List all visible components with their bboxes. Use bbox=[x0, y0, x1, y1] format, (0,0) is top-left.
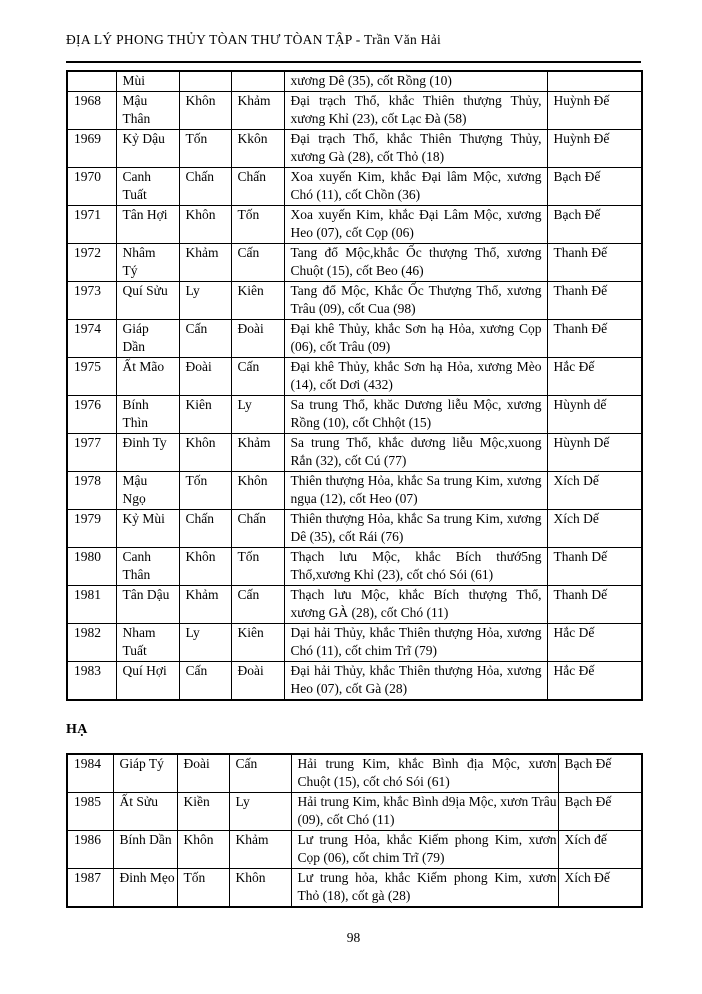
table-row bbox=[67, 830, 642, 868]
cell-trigram-2: Cấn bbox=[231, 585, 284, 623]
cell-canchi: Giáp Dần bbox=[116, 319, 179, 357]
cell-trigram-1: Chấn bbox=[179, 509, 231, 547]
cell-canchi: Mậu Thân bbox=[116, 91, 179, 129]
cell-trigram-1 bbox=[179, 71, 231, 91]
cell-canchi: Kỷ Dậu bbox=[116, 129, 179, 167]
cell-de: Thanh Dế bbox=[547, 547, 642, 585]
cell-year: 1986 bbox=[67, 830, 113, 868]
cell-de: Hắc Đế bbox=[547, 661, 642, 700]
cell-trigram-1: Khôn bbox=[179, 433, 231, 471]
cell-desc: Đại khê Thủy, khắc Sơn hạ Hỏa, xương Cọp (06), cốt Trâu (09) bbox=[284, 319, 547, 357]
cell-trigram-2: Ly bbox=[231, 395, 284, 433]
cell-trigram-1: Khảm bbox=[179, 585, 231, 623]
table-row bbox=[67, 585, 642, 623]
cell-de: Xích đế bbox=[558, 830, 642, 868]
cell-desc: Xoa xuyến Kim, khắc Đại lâm Mộc, xương Chó (11), cốt Chồn (36) bbox=[284, 167, 547, 205]
cell-trigram-1: Khôn bbox=[177, 830, 229, 868]
cell-canchi: Nham Tuất bbox=[116, 623, 179, 661]
cell-trigram-2: Đoài bbox=[231, 661, 284, 700]
cell-de: Thanh Đế bbox=[547, 243, 642, 281]
cell-canchi: Bính Thìn bbox=[116, 395, 179, 433]
cell-canchi: Mùi bbox=[116, 71, 179, 91]
table-row bbox=[67, 433, 642, 471]
cell-desc: Thiên thượng Hỏa, khắc Sa trung Kim, xương Dê (35), cốt Rái (76) bbox=[284, 509, 547, 547]
cell-trigram-2: Khôn bbox=[231, 471, 284, 509]
cell-trigram-1: Tốn bbox=[179, 129, 231, 167]
cell-canchi: Tân Hợi bbox=[116, 205, 179, 243]
table-row bbox=[67, 167, 642, 205]
cell-year: 1975 bbox=[67, 357, 116, 395]
table-row bbox=[67, 319, 642, 357]
cell-year: 1974 bbox=[67, 319, 116, 357]
cell-desc: xương Dê (35), cốt Rồng (10) bbox=[284, 71, 547, 91]
cell-year: 1983 bbox=[67, 661, 116, 700]
cell-year: 1973 bbox=[67, 281, 116, 319]
zodiac-table-lower bbox=[66, 753, 643, 908]
cell-year: 1985 bbox=[67, 792, 113, 830]
cell-de bbox=[547, 71, 642, 91]
page-content bbox=[66, 0, 641, 946]
cell-trigram-2: Khôn bbox=[229, 868, 291, 907]
cell-trigram-2: Chấn bbox=[231, 509, 284, 547]
cell-de: Huỳnh Đế bbox=[547, 91, 642, 129]
cell-year bbox=[67, 71, 116, 91]
cell-desc: Đại trạch Thổ, khắc Thiên thượng Thủy, xương Khỉ (23), cốt Lạc Đà (58) bbox=[284, 91, 547, 129]
cell-trigram-2: Khảm bbox=[231, 433, 284, 471]
cell-de: Thanh Đế bbox=[547, 281, 642, 319]
cell-trigram-1: Khôn bbox=[179, 205, 231, 243]
cell-desc: Đại khê Thủy, khắc Sơn hạ Hỏa, xương Mèo (14), cốt Dơi (432) bbox=[284, 357, 547, 395]
cell-de: Bạch Đế bbox=[547, 205, 642, 243]
cell-trigram-2: Kkôn bbox=[231, 129, 284, 167]
cell-canchi: Kỷ Mùi bbox=[116, 509, 179, 547]
cell-trigram-2: Kiên bbox=[231, 281, 284, 319]
cell-desc: Sa trung Thổ, khăc Dương liễu Mộc, xương Rồng (10), cốt Chhột (15) bbox=[284, 395, 547, 433]
cell-canchi: Mậu Ngọ bbox=[116, 471, 179, 509]
cell-de: Huỳnh Đế bbox=[547, 129, 642, 167]
cell-canchi: Ất Sửu bbox=[113, 792, 177, 830]
table-row bbox=[67, 661, 642, 700]
cell-year: 1971 bbox=[67, 205, 116, 243]
cell-trigram-1: Tốn bbox=[179, 471, 231, 509]
cell-trigram-2: Khảm bbox=[229, 830, 291, 868]
cell-trigram-2: Đoài bbox=[231, 319, 284, 357]
cell-trigram-2: Cấn bbox=[231, 243, 284, 281]
cell-desc: Thiên thượng Hỏa, khắc Sa trung Kim, xương ngụa (12), cốt Heo (07) bbox=[284, 471, 547, 509]
cell-year: 1969 bbox=[67, 129, 116, 167]
cell-de: Hắc Đế bbox=[547, 357, 642, 395]
cell-canchi: Đinh Ty bbox=[116, 433, 179, 471]
cell-de: Bạch Đế bbox=[558, 792, 642, 830]
cell-desc: Tang đổ Mộc, Khắc Ốc Thượng Thổ, xương Trâu (09), cốt Cua (98) bbox=[284, 281, 547, 319]
table-row bbox=[67, 243, 642, 281]
cell-canchi: Tân Dậu bbox=[116, 585, 179, 623]
cell-trigram-1: Đoài bbox=[177, 754, 229, 793]
cell-trigram-2: Ly bbox=[229, 792, 291, 830]
cell-desc: Hải trung Kim, khắc Bình d9ịa Mộc, xươn Trâu (09), cốt Chó (11) bbox=[291, 792, 558, 830]
cell-trigram-2: Cấn bbox=[229, 754, 291, 793]
cell-de: Hùynh dế bbox=[547, 395, 642, 433]
cell-canchi: Giáp Tý bbox=[113, 754, 177, 793]
cell-de: Hắc Dế bbox=[547, 623, 642, 661]
table-row bbox=[67, 868, 642, 907]
page-number: 98 bbox=[346, 929, 361, 945]
table-row bbox=[67, 509, 642, 547]
cell-trigram-2: Tốn bbox=[231, 205, 284, 243]
cell-trigram-2: Tốn bbox=[231, 547, 284, 585]
cell-de: Xích Đế bbox=[558, 868, 642, 907]
cell-de: Hùynh Dế bbox=[547, 433, 642, 471]
table-row bbox=[67, 754, 642, 793]
cell-trigram-1: Cấn bbox=[179, 661, 231, 700]
table-row bbox=[67, 547, 642, 585]
cell-canchi: Quí Hợi bbox=[116, 661, 179, 700]
cell-year: 1979 bbox=[67, 509, 116, 547]
zodiac-table-upper bbox=[66, 70, 643, 701]
cell-trigram-1: Khôn bbox=[179, 547, 231, 585]
cell-trigram-1: Kiên bbox=[179, 395, 231, 433]
cell-year: 1976 bbox=[67, 395, 116, 433]
cell-year: 1981 bbox=[67, 585, 116, 623]
cell-trigram-1: Chấn bbox=[179, 167, 231, 205]
cell-year: 1984 bbox=[67, 754, 113, 793]
cell-year: 1982 bbox=[67, 623, 116, 661]
cell-trigram-1: Kiền bbox=[177, 792, 229, 830]
table-row bbox=[67, 395, 642, 433]
cell-year: 1980 bbox=[67, 547, 116, 585]
cell-canchi: Ất Mão bbox=[116, 357, 179, 395]
header-rule bbox=[66, 61, 641, 63]
cell-year: 1987 bbox=[67, 868, 113, 907]
cell-trigram-1: Ly bbox=[179, 623, 231, 661]
table-row bbox=[67, 129, 642, 167]
cell-desc: Xoa xuyến Kim, khắc Đại Lâm Mộc, xương Heo (07), cốt Cọp (06) bbox=[284, 205, 547, 243]
cell-de: Xích Dế bbox=[547, 471, 642, 509]
table-row bbox=[67, 71, 642, 91]
cell-trigram-1: Khôn bbox=[179, 91, 231, 129]
section-heading-ha: HẠ bbox=[66, 721, 88, 737]
cell-trigram-1: Cấn bbox=[179, 319, 231, 357]
cell-trigram-1: Tốn bbox=[177, 868, 229, 907]
cell-year: 1978 bbox=[67, 471, 116, 509]
cell-year: 1970 bbox=[67, 167, 116, 205]
cell-trigram-2: Kiên bbox=[231, 623, 284, 661]
cell-de: Thanh Đế bbox=[547, 319, 642, 357]
cell-canchi: Canh Tuất bbox=[116, 167, 179, 205]
table-row bbox=[67, 281, 642, 319]
cell-de: Bạch Đế bbox=[558, 754, 642, 793]
cell-canchi: Quí Sửu bbox=[116, 281, 179, 319]
cell-canchi: Đinh Mẹo bbox=[113, 868, 177, 907]
cell-desc: Thạch lưu Mộc, khắc Bích thướ5ng Thổ,xương Khỉ (23), cốt chó Sói (61) bbox=[284, 547, 547, 585]
cell-trigram-1: Đoài bbox=[179, 357, 231, 395]
cell-canchi: Canh Thân bbox=[116, 547, 179, 585]
cell-desc: Lư trung Hỏa, khắc Kiếm phong Kim, xươn Cọp (06), cốt chim Trĩ (79) bbox=[291, 830, 558, 868]
cell-canchi: Nhâm Tý bbox=[116, 243, 179, 281]
cell-year: 1977 bbox=[67, 433, 116, 471]
table-row bbox=[67, 205, 642, 243]
page-header-title: ĐỊA LÝ PHONG THỦY TÒAN THƯ TÒAN TẬP - Trần Văn Hải bbox=[66, 32, 442, 47]
cell-de: Bạch Đế bbox=[547, 167, 642, 205]
cell-trigram-1: Khảm bbox=[179, 243, 231, 281]
cell-canchi: Bính Dần bbox=[113, 830, 177, 868]
cell-desc: Thạch lưu Mộc, khắc Bích thượng Thổ, xương GÀ (28), cốt Chó (11) bbox=[284, 585, 547, 623]
cell-desc: Tang đổ Mộc,khắc Ốc thượng Thổ, xương Chuột (15), cốt Beo (46) bbox=[284, 243, 547, 281]
cell-desc: Sa trung Thổ, khắc dương liễu Mộc,xuong Rắn (32), cốt Cú (77) bbox=[284, 433, 547, 471]
cell-desc: Dại hải Thủy, khắc Thiên thượng Hỏa, xương Chó (11), cốt chim Trĩ (79) bbox=[284, 623, 547, 661]
table-row bbox=[67, 91, 642, 129]
cell-desc: Lư trung hỏa, khắc Kiếm phong Kim, xươn Thỏ (18), cốt gà (28) bbox=[291, 868, 558, 907]
cell-year: 1972 bbox=[67, 243, 116, 281]
table-row bbox=[67, 792, 642, 830]
cell-trigram-2: Chấn bbox=[231, 167, 284, 205]
table-row bbox=[67, 357, 642, 395]
cell-de: Xích Dế bbox=[547, 509, 642, 547]
cell-desc: Đại hải Thủy, khắc Thiên thượng Hỏa, xương Heo (07), cốt Gà (28) bbox=[284, 661, 547, 700]
cell-year: 1968 bbox=[67, 91, 116, 129]
table-row bbox=[67, 623, 642, 661]
cell-de: Thanh Dế bbox=[547, 585, 642, 623]
cell-desc: Đại trạch Thổ, khắc Thiên Thượng Thủy, xương Gà (28), cốt Thỏ (18) bbox=[284, 129, 547, 167]
cell-trigram-1: Ly bbox=[179, 281, 231, 319]
table-row bbox=[67, 471, 642, 509]
cell-desc: Hải trung Kim, khắc Bình địa Mộc, xươn Chuột (15), cốt chó Sói (61) bbox=[291, 754, 558, 793]
cell-trigram-2 bbox=[231, 71, 284, 91]
cell-trigram-2: Khảm bbox=[231, 91, 284, 129]
cell-trigram-2: Cấn bbox=[231, 357, 284, 395]
